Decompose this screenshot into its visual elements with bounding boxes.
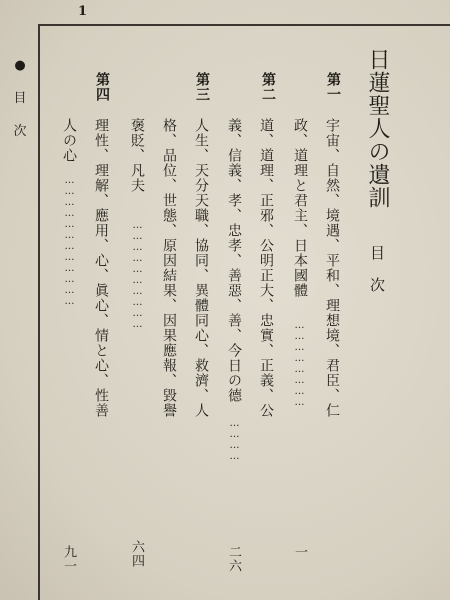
entry-4-page: 九一 [61, 545, 76, 573]
toc-title [362, 48, 393, 293]
entry-3-line-2: 格、品位、世態、原因結果、因果應報、毀譽 [161, 118, 177, 418]
entry-2-line-1: 道、道理、正邪、公明正大、忠實、正義、公 [258, 118, 274, 418]
entry-4-line-1: 理性、理解、應用、心、眞心、情と心、性善 [93, 118, 109, 418]
entry-4-line-2: 人の心 [61, 118, 77, 163]
entry-3-line-1: 人生、天分天職、協同、異體同心、救濟、人 [193, 118, 209, 418]
entry-1-line-1: 宇宙、自然、境遇、平和、理想境、君臣、仁 [324, 118, 340, 418]
entry-2-leader: ………… [229, 418, 240, 462]
entry-3-leader: ………………………… [132, 220, 143, 330]
toc-heading: 目 次 [368, 245, 386, 293]
entry-1-page: 一 [292, 545, 307, 559]
chapter-label-3: 第三 [194, 72, 210, 102]
margin-header [8, 58, 32, 139]
entry-3-line-3: 褒貶、凡夫 [129, 118, 145, 193]
chapter-label-2: 第二 [260, 72, 276, 102]
page-number: 1 [78, 4, 88, 19]
margin-label-2: 次 [13, 124, 27, 139]
entry-4-leader: ……………………………… [64, 175, 75, 307]
chapter-label-4: 第四 [94, 72, 110, 102]
entry-3-page: 六四 [129, 540, 144, 568]
margin-label-1: 目 [13, 91, 27, 106]
entry-1-leader: …………………… [294, 320, 305, 408]
frame-top-rule [38, 24, 450, 26]
book-title: 日蓮聖人の遺訓 [365, 48, 390, 209]
entry-1-line-2: 政、道理と君主、日本國體 [292, 118, 308, 298]
entry-2-page: 二六 [226, 545, 241, 573]
chapter-label-1: 第一 [325, 72, 341, 102]
bullet-icon: ● [14, 58, 26, 73]
frame-left-rule [38, 24, 40, 600]
entry-2-line-2: 義、信義、孝、忠孝、善惡、善、今日の德 [226, 118, 242, 403]
